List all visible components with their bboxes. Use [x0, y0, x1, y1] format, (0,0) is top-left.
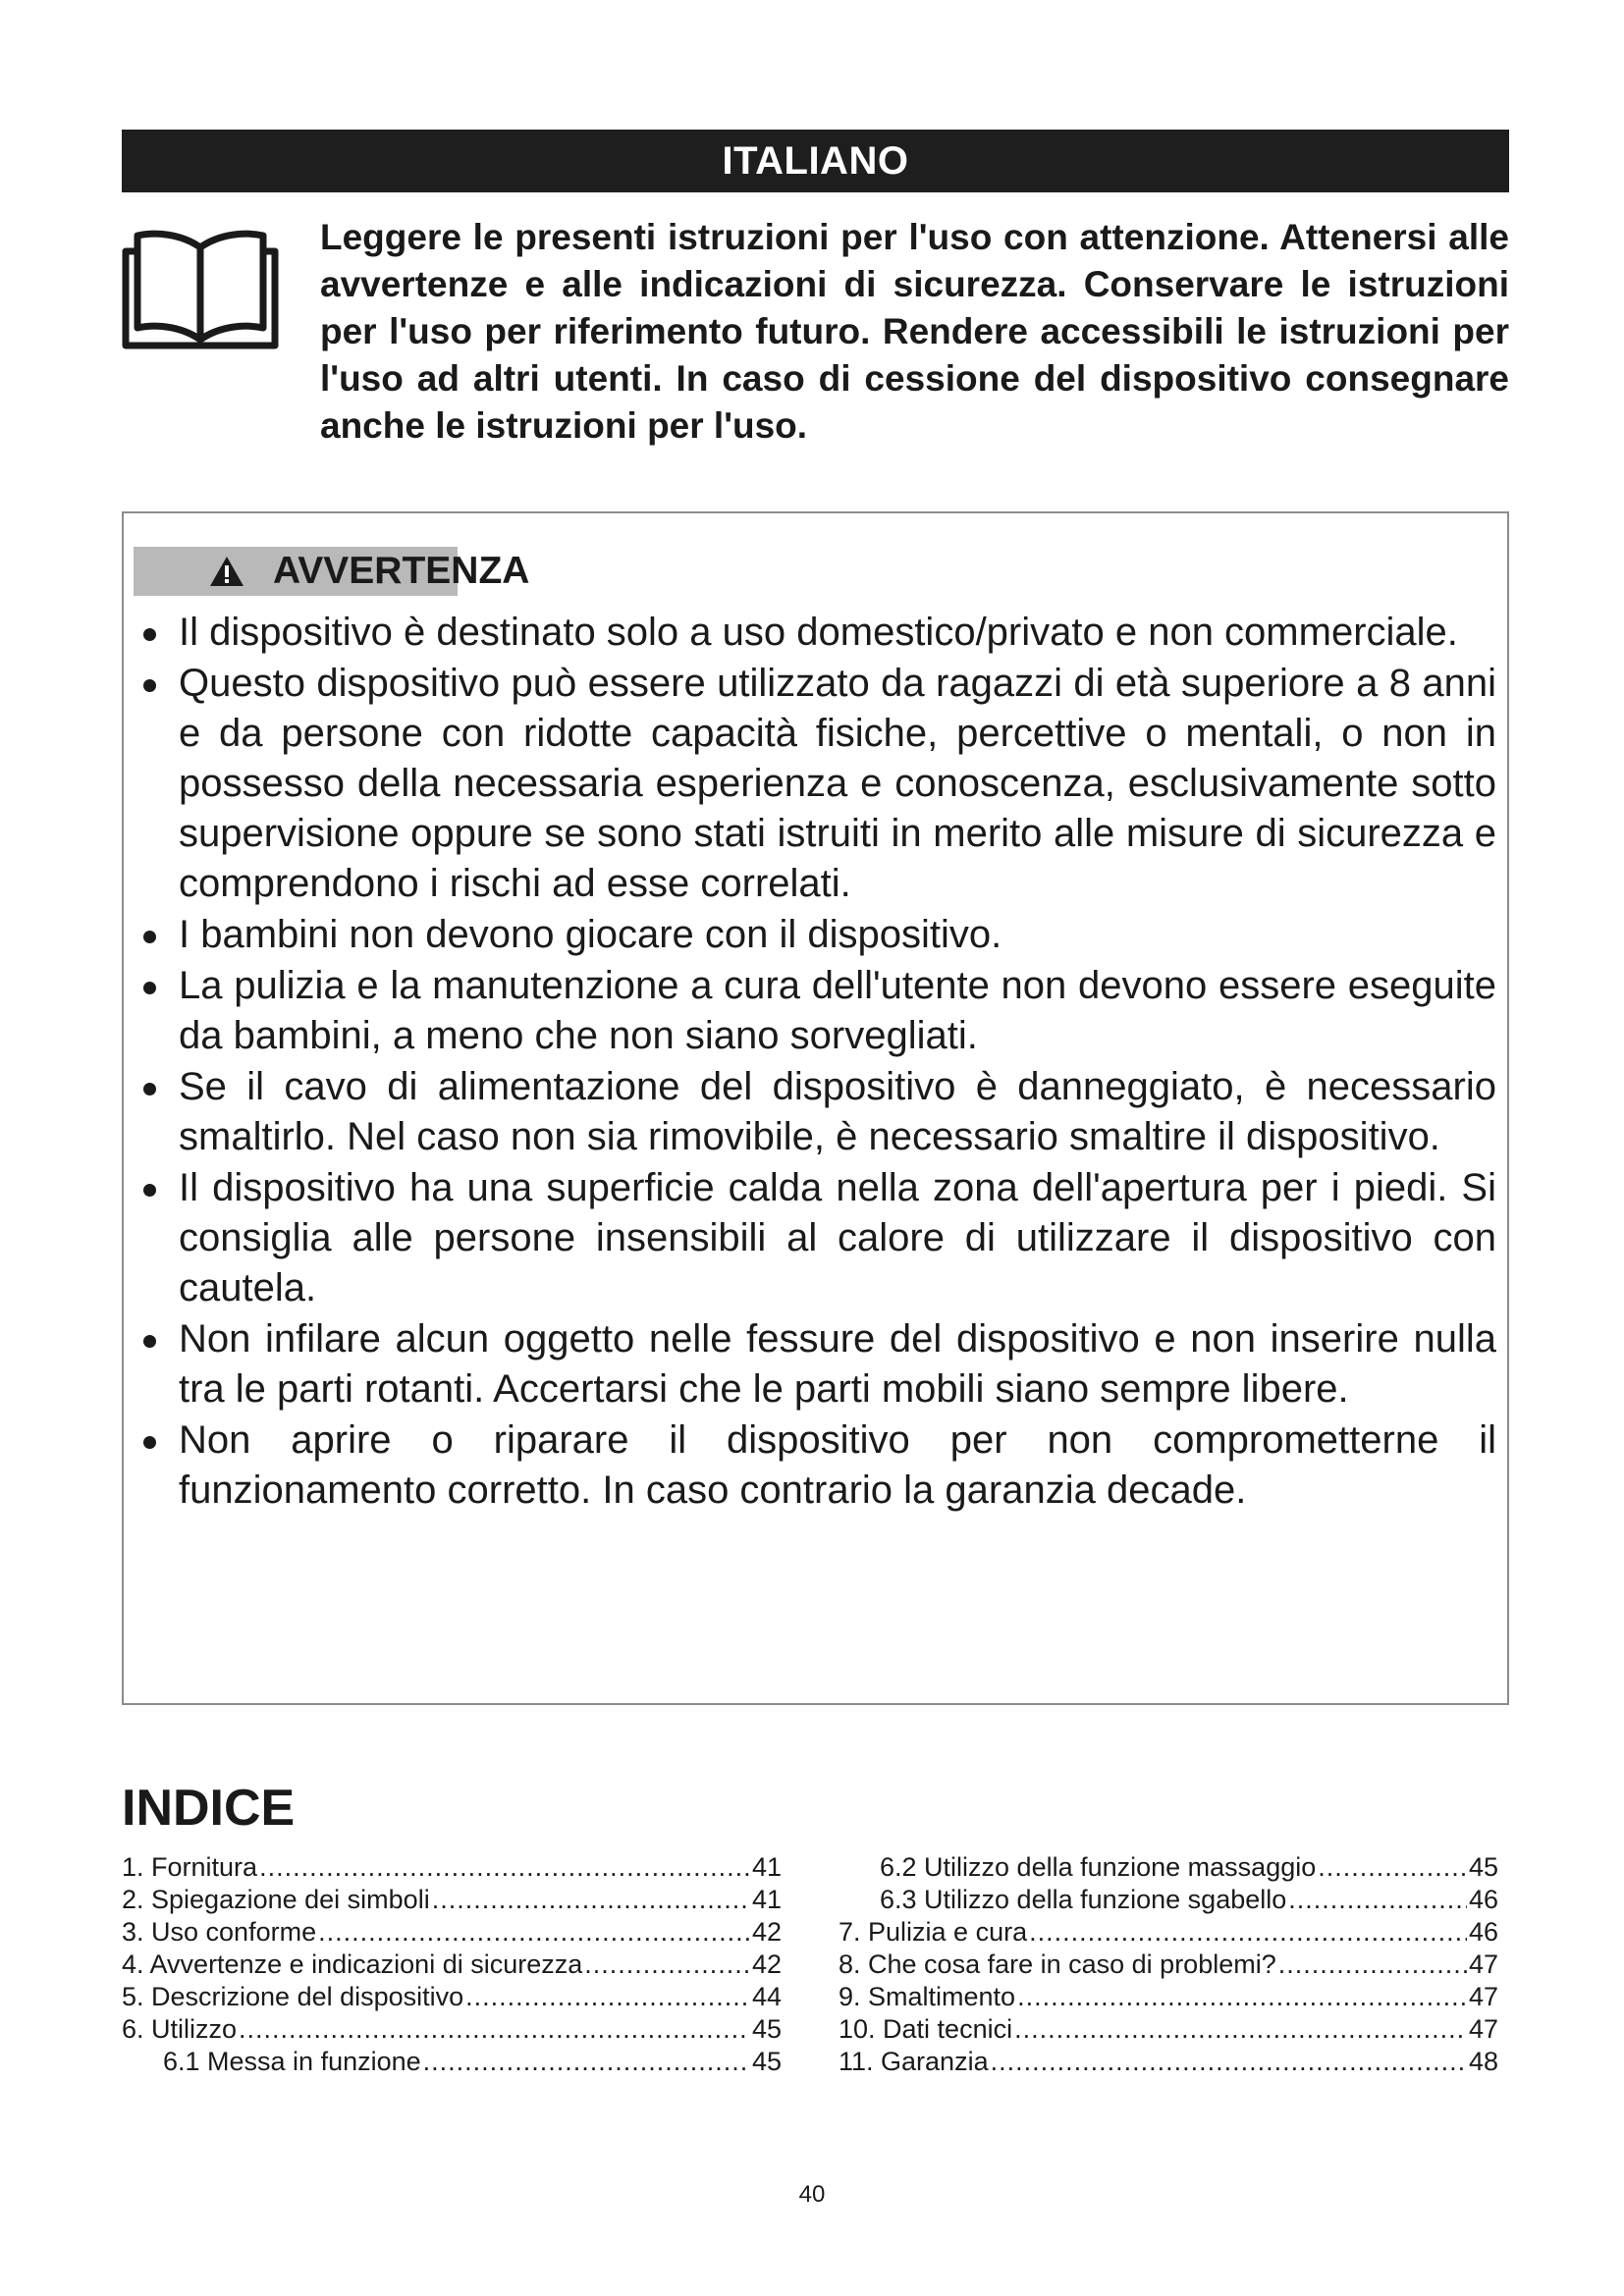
warning-item: Se il cavo di alimentazione del dispositivo è danneggiato, è necessario smaltirlo. Nel caso non sia rimovibile, è necessario smaltire il dispositivo. [135, 1062, 1496, 1162]
toc-entry-label: 7. Pulizia e cura [839, 1917, 1028, 1947]
toc-title: INDICE [122, 1780, 296, 1837]
toc-entry-page: 46 [1468, 1885, 1498, 1914]
toc-entry-label: 6. Utilizzo [122, 2014, 238, 2044]
toc-leader [1288, 1884, 1467, 1916]
toc-entry-label: 9. Smaltimento [839, 1982, 1016, 2011]
toc-leader [423, 2046, 750, 2078]
toc-entry[interactable] [122, 2013, 782, 2046]
intro-section [122, 214, 1509, 459]
toc-entry-label: 2. Spiegazione dei simboli [122, 1885, 430, 1914]
toc-entry[interactable] [839, 2046, 1498, 2078]
toc-entry-label: 6.2 Utilizzo della funzione massaggio [880, 1852, 1317, 1882]
toc-leader [259, 1851, 750, 1884]
toc-column-right [839, 1851, 1498, 2078]
toc-entry-page: 48 [1468, 2047, 1498, 2076]
warning-heading [134, 547, 529, 596]
toc-entry-page: 47 [1468, 2014, 1498, 2044]
intro-text: Leggere le presenti istruzioni per l'uso con attenzione. Attenersi alle avvertenze e alle indicazioni di sicurezza. Conservare le istruzioni per l'uso per riferimento futuro. Rendere accessibili le istruzioni per l'uso ad altri utenti. In caso di cessione del dispositivo consegnare anche le istruzioni per l'uso. [320, 217, 1509, 446]
toc-entry-label: 8. Che cosa fare in caso di problemi? [839, 1949, 1276, 1979]
toc-leader [239, 2013, 750, 2046]
toc-column-left [122, 1851, 782, 2078]
toc-entry-label: 11. Garanzia [839, 2047, 989, 2076]
toc-entry-page: 42 [751, 1949, 782, 1979]
warning-list [135, 608, 1496, 1517]
toc-leader [432, 1884, 750, 1916]
toc-entry-page: 46 [1468, 1917, 1498, 1947]
warning-item: Il dispositivo ha una superficie calda nella zona dell'apertura per i piedi. Si consiglia alle persone insensibili al calore di utilizzare il dispositivo con cautela. [135, 1163, 1496, 1313]
warning-box [122, 511, 1509, 1705]
toc-entry[interactable] [839, 1916, 1498, 1949]
toc-entry-label: 5. Descrizione del dispositivo [122, 1982, 464, 2011]
toc-entry-page: 44 [751, 1982, 782, 2011]
toc-entry-label: 3. Uso conforme [122, 1917, 317, 1947]
toc-entry[interactable] [839, 1884, 1498, 1916]
toc-entry[interactable] [839, 1851, 1498, 1884]
toc-entry[interactable] [122, 1916, 782, 1949]
toc-leader [1017, 1981, 1467, 2013]
language-header [122, 130, 1509, 192]
toc-leader [465, 1981, 750, 2013]
toc-leader [1029, 1916, 1467, 1949]
warning-item: La pulizia e la manutenzione a cura dell'utente non devono essere eseguite da bambini, a meno che non siano sorvegliati. [135, 961, 1496, 1061]
toc-entry-page: 42 [751, 1917, 782, 1947]
toc-entry[interactable] [839, 1981, 1498, 2013]
toc-entry-page: 41 [751, 1885, 782, 1914]
warning-triangle-icon [208, 555, 245, 588]
warning-item: Questo dispositivo può essere utilizzato da ragazzi di età superiore a 8 anni e da persone con ridotte capacità fisiche, percettive o mentali, o non in possesso della necessaria esperienza e conoscenza, esclusivamente sotto supervisione oppure se sono stati istruiti in merito alle misure di sicurezza e comprendono i rischi ad esse correlati. [135, 659, 1496, 909]
toc-entry-label: 6.3 Utilizzo della funzione sgabello [880, 1885, 1287, 1914]
toc-entry[interactable] [122, 1851, 782, 1884]
toc-entry-label: 10. Dati tecnici [839, 2014, 1013, 2044]
toc-entry-label: 1. Fornitura [122, 1852, 258, 1882]
toc-entry-label: 6.1 Messa in funzione [163, 2047, 421, 2076]
toc-entry[interactable] [122, 1949, 782, 1981]
toc-leader [1014, 2013, 1467, 2046]
toc-leader [1318, 1851, 1467, 1884]
toc-entry-page: 47 [1468, 1949, 1498, 1979]
toc-entry-page: 45 [1468, 1852, 1498, 1882]
toc-entry[interactable] [839, 2013, 1498, 2046]
language-title: ITALIANO [722, 138, 909, 183]
toc-leader [584, 1949, 750, 1981]
warning-item: Non infilare alcun oggetto nelle fessure del dispositivo e non inserire nulla tra le parti rotanti. Accertarsi che le parti mobili siano sempre libere. [135, 1314, 1496, 1415]
toc-entry[interactable] [122, 2046, 782, 2078]
warning-item: I bambini non devono giocare con il dispositivo. [135, 910, 1496, 960]
toc-entry[interactable] [122, 1884, 782, 1916]
toc-leader [991, 2046, 1467, 2078]
toc-leader [1278, 1949, 1467, 1981]
toc-entry-page: 41 [751, 1852, 782, 1882]
toc-entry-page: 47 [1468, 1982, 1498, 2011]
warning-item: Il dispositivo è destinato solo a uso domestico/privato e non commerciale. [135, 608, 1496, 658]
warning-item: Non aprire o riparare il dispositivo per non comprometterne il funzionamento corretto. In caso contrario la garanzia decade. [135, 1415, 1496, 1516]
toc-leader [318, 1916, 750, 1949]
toc-entry-page: 45 [751, 2047, 782, 2076]
page-number: 40 [798, 2181, 826, 2208]
toc-entry-label: 4. Avvertenze e indicazioni di sicurezza [122, 1949, 583, 1979]
toc-entry[interactable] [122, 1981, 782, 2013]
warning-title: AVVERTENZA [273, 550, 530, 592]
toc-entry-page: 45 [751, 2014, 782, 2044]
book-icon [122, 222, 279, 351]
toc-entry[interactable] [839, 1949, 1498, 1981]
